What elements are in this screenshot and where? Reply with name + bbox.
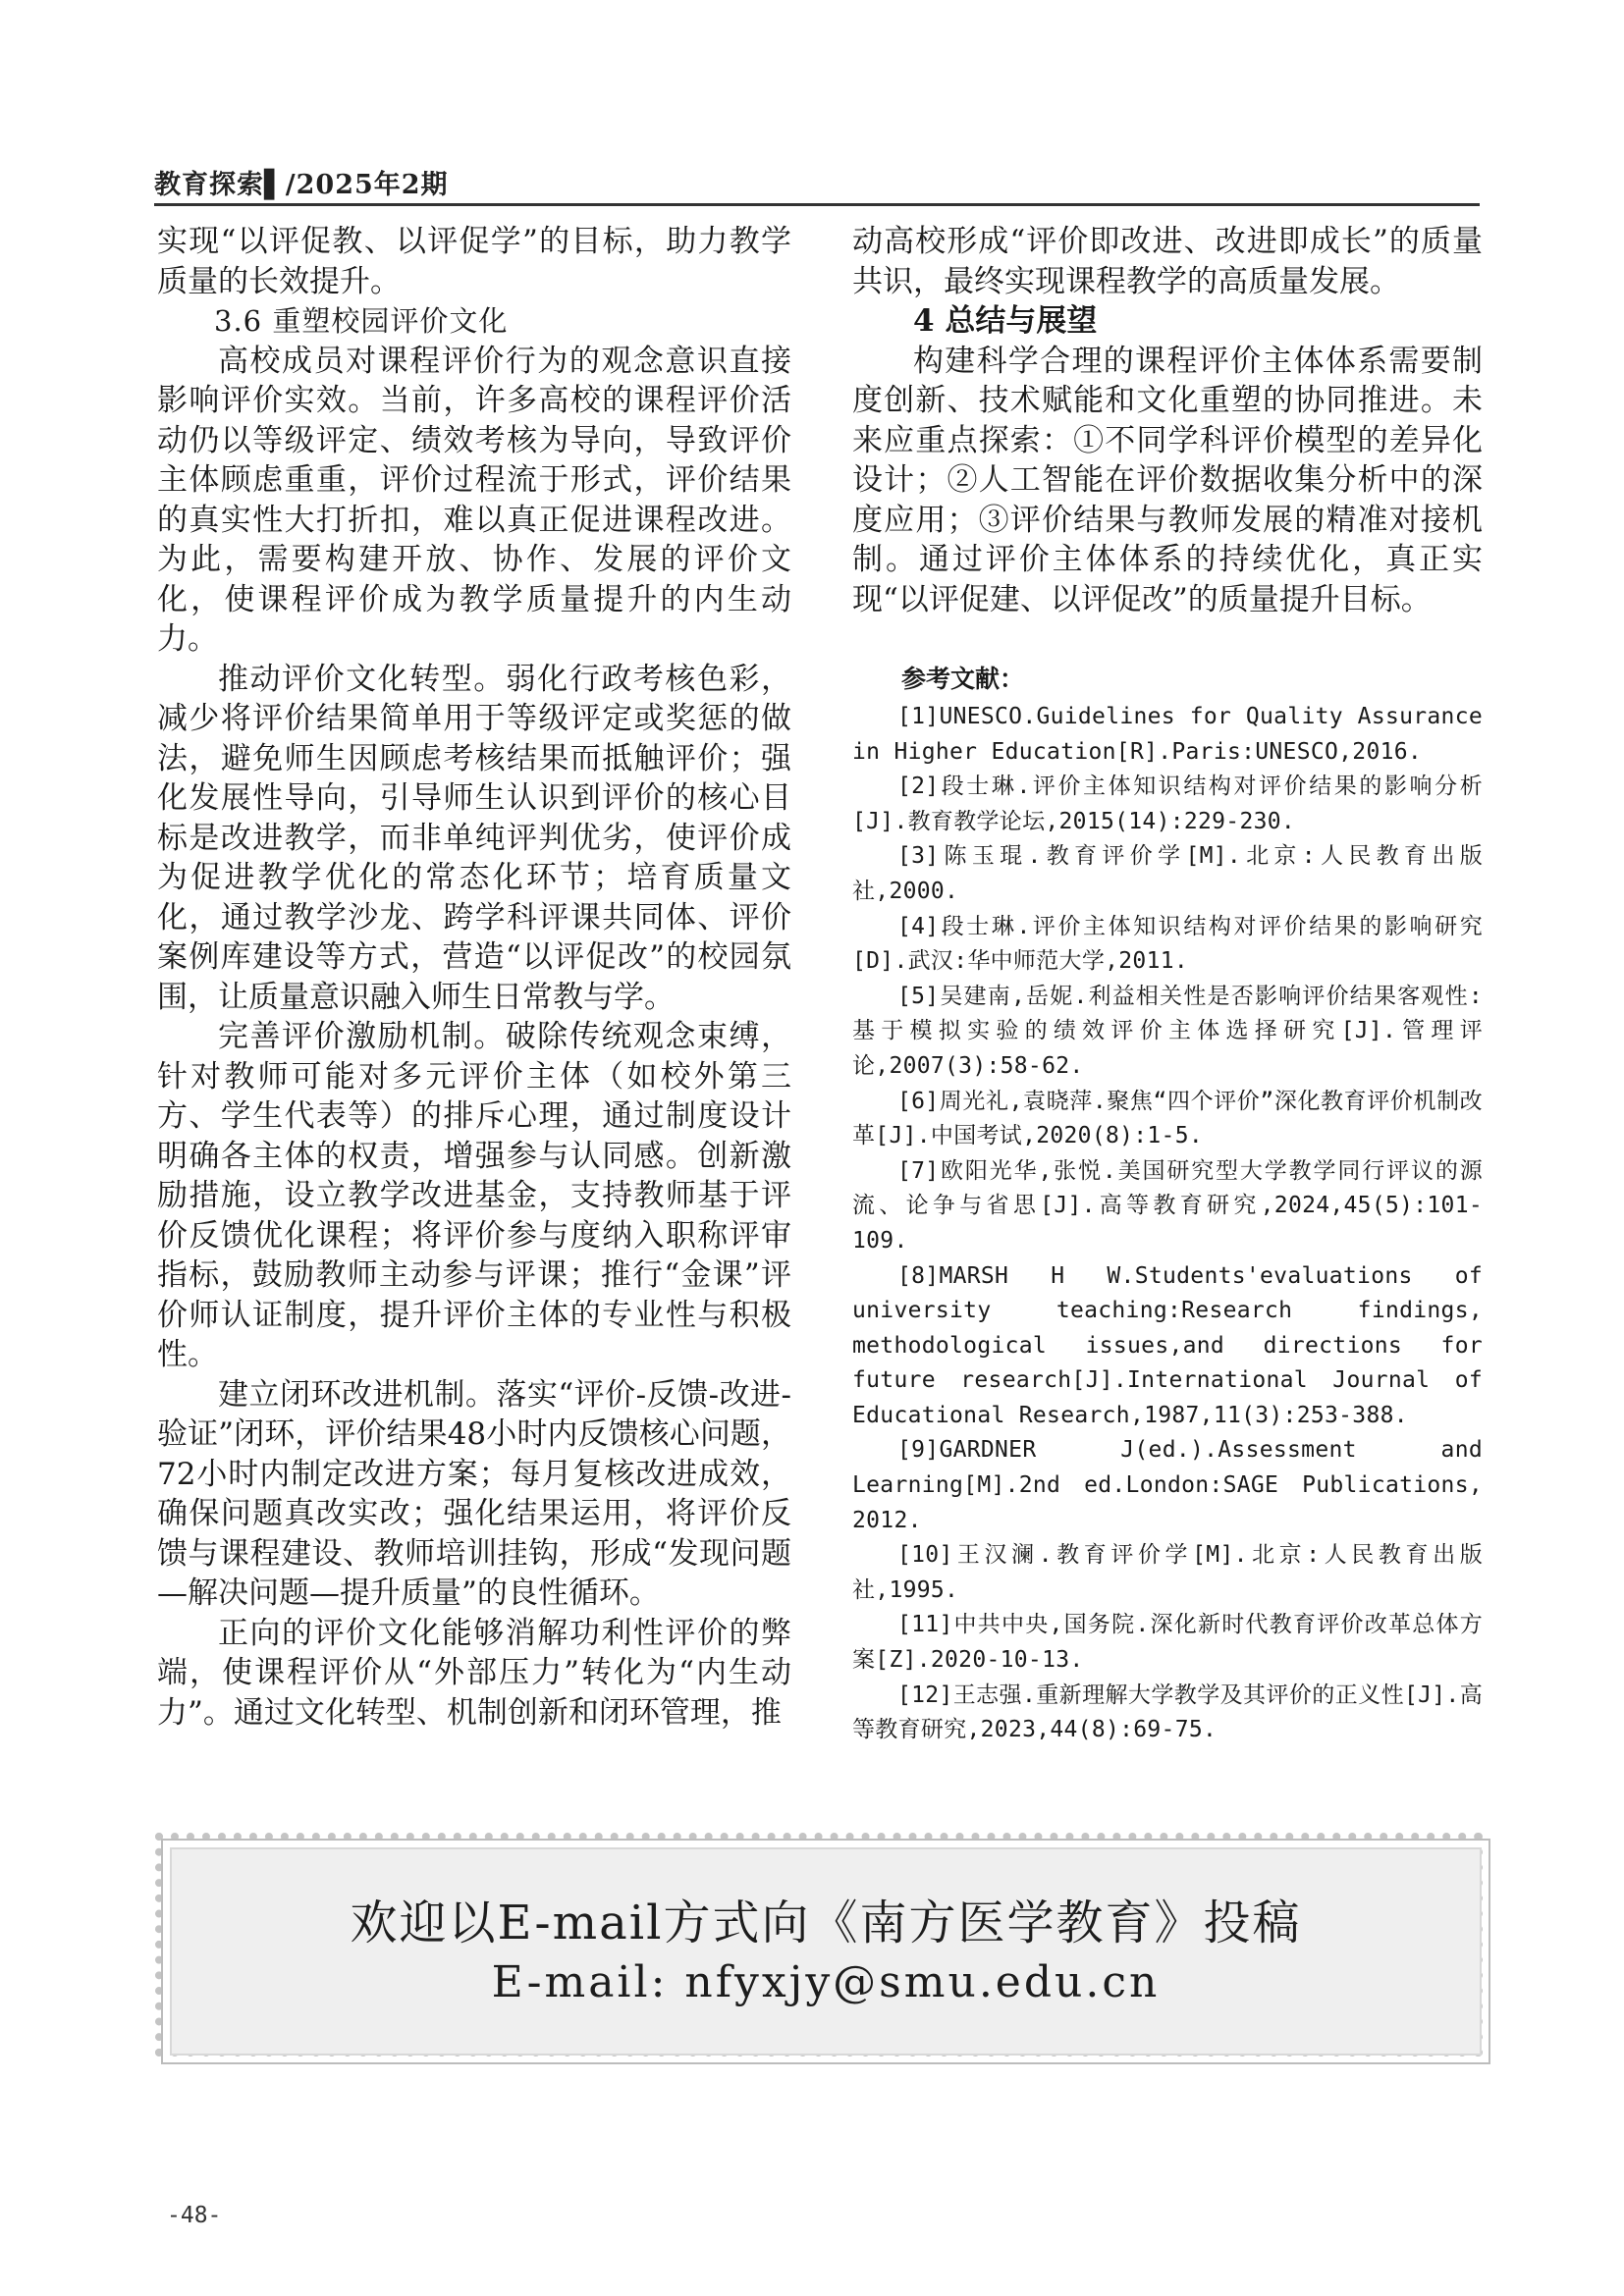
running-header: 教育探索▌/2025年2期	[154, 170, 449, 200]
page-number: -48-	[167, 2203, 222, 2228]
header-rule	[154, 203, 1480, 206]
reference-list	[852, 700, 1483, 1748]
paragraph: 推动评价文化转型。弱化行政考核色彩，减少将评价结果简单用于等级评定或奖惩的做法，避免师生因顾虑考核结果而抵触评价；强化发展性导向，引导师生认识到评价的核心目标是改进教学，而非单纯评判优劣，使评价成为促进教学优化的常态化环节；培育质量文化，通过教学沙龙、跨学科评课共同体、评价案例库建设等方式，营造“以评促改”的校园氛围，让质量意识融入师生日常教与学。	[157, 661, 791, 1015]
right-column	[852, 222, 1483, 1748]
paragraph: 高校成员对课程评价行为的观念意识直接影响评价实效。当前，许多高校的课程评价活动仍以等级评定、绩效考核为导向，导致评价主体顾虑重重，评价过程流于形式，评价结果的真实性大打折扣，难以真正促进课程改进。为此，需要构建开放、协作、发展的评价文化，使课程评价成为教学质量提升的内生动力。	[157, 343, 791, 657]
reference-item: [7]欧阳光华,张悦.美国研究型大学教学同行评议的源流、论争与省思[J].高等教育研究,2024,45(5):101-109.	[852, 1157, 1483, 1254]
reference-item: [11]中共中央,国务院.深化新时代教育评价改革总体方案[Z].2020-10-13.	[852, 1612, 1483, 1674]
section-heading-3-6: 3.6 重塑校园评价文化	[214, 304, 509, 338]
reference-item: [6]周光礼,袁晓萍.聚焦“四个评价”深化教育评价机制改革[J].中国考试,2020(8):1-5.	[852, 1088, 1483, 1149]
section-heading-4: 4 总结与展望	[913, 303, 1098, 339]
paragraph: 完善评价激励机制。破除传统观念束缚，针对教师可能对多元评价主体（如校外第三方、学生代表等）的排斥心理，通过制度设计明确各主体的权责，增强参与认同感。创新激励措施，设立教学改进基金，支持教师基于评价反馈优化课程；将评价参与度纳入职称评审指标，鼓励教师主动参与评课；推行“金课”评价师认证制度，提升评价主体的专业性与积极性。	[157, 1019, 791, 1372]
reference-item: [12]王志强.重新理解大学教学及其评价的正义性[J].高等教育研究,2023,44(8):69-75.	[852, 1682, 1483, 1743]
submission-email: E-mail: nfyxjy@smu.edu.cn	[491, 1957, 1161, 2007]
reference-item: [9]GARDNER J(ed.).Assessment and Learning[M].2nd ed.London:SAGE Publications, 2012.	[852, 1437, 1483, 1533]
paragraph: 动高校形成“评价即改进、改进即成长”的质量共识，最终实现课程教学的高质量发展。	[852, 224, 1483, 299]
left-column	[157, 222, 791, 1733]
reference-item: [10]王汉澜.教育评价学[M].北京:人民教育出版社,1995.	[852, 1542, 1483, 1603]
reference-item: [3]陈玉琨.教育评价学[M].北京:人民教育出版社,2000.	[852, 843, 1483, 904]
reference-item: [4]段士琳.评价主体知识结构对评价结果的影响研究[D].武汉:华中师范大学,2011.	[852, 913, 1483, 975]
paragraph: 构建科学合理的课程评价主体体系需要制度创新、技术赋能和文化重塑的协同推进。未来应重点探索：①不同学科评价模型的差异化设计；②人工智能在评价数据收集分析中的深度应用；③评价结果与教师发展的精准对接机制。通过评价主体体系的持续优化，真正实现“以评促建、以评促改”的质量提升目标。	[852, 343, 1483, 617]
reference-item: [2]段士琳.评价主体知识结构对评价结果的影响分析[J].教育教学论坛,2015(14):229-230.	[852, 774, 1483, 834]
references-title: 参考文献：	[901, 666, 1025, 693]
reference-item: [8]MARSH H W.Students'evaluations of university teaching:Research findings, methodological issues,and directions for future research[J].International Journal of Educational Research,1987,11(3):253-388.	[852, 1262, 1483, 1428]
notice-box	[163, 1841, 1489, 2062]
reference-item: [1]UNESCO.Guidelines for Quality Assurance in Higher Education[R].Paris:UNESCO,2016.	[852, 704, 1483, 765]
reference-item: [5]吴建南,岳妮.利益相关性是否影响评价结果客观性:基于模拟实验的绩效评价主体选择研究[J].管理评论,2007(3):58-62.	[852, 983, 1483, 1079]
paragraph: 实现“以评促教、以评促学”的目标，助力教学质量的长效提升。	[157, 224, 791, 299]
submission-notice: 欢迎以E-mail方式向《南方医学教育》投稿	[350, 1896, 1302, 1950]
paragraph: 正向的评价文化能够消解功利性评价的弊端，使课程评价从“外部压力”转化为“内生动力”。通过文化转型、机制创新和闭环管理，推	[157, 1615, 791, 1731]
paragraph: 建立闭环改进机制。落实“评价-反馈-改进-验证”闭环，评价结果48小时内反馈核心问题，72小时内制定改进方案；每月复核改进成效，确保问题真改实改；强化结果运用，将评价反馈与课程建设、教师培训挂钩，形成“发现问题—解决问题—提升质量”的良性循环。	[157, 1376, 791, 1611]
